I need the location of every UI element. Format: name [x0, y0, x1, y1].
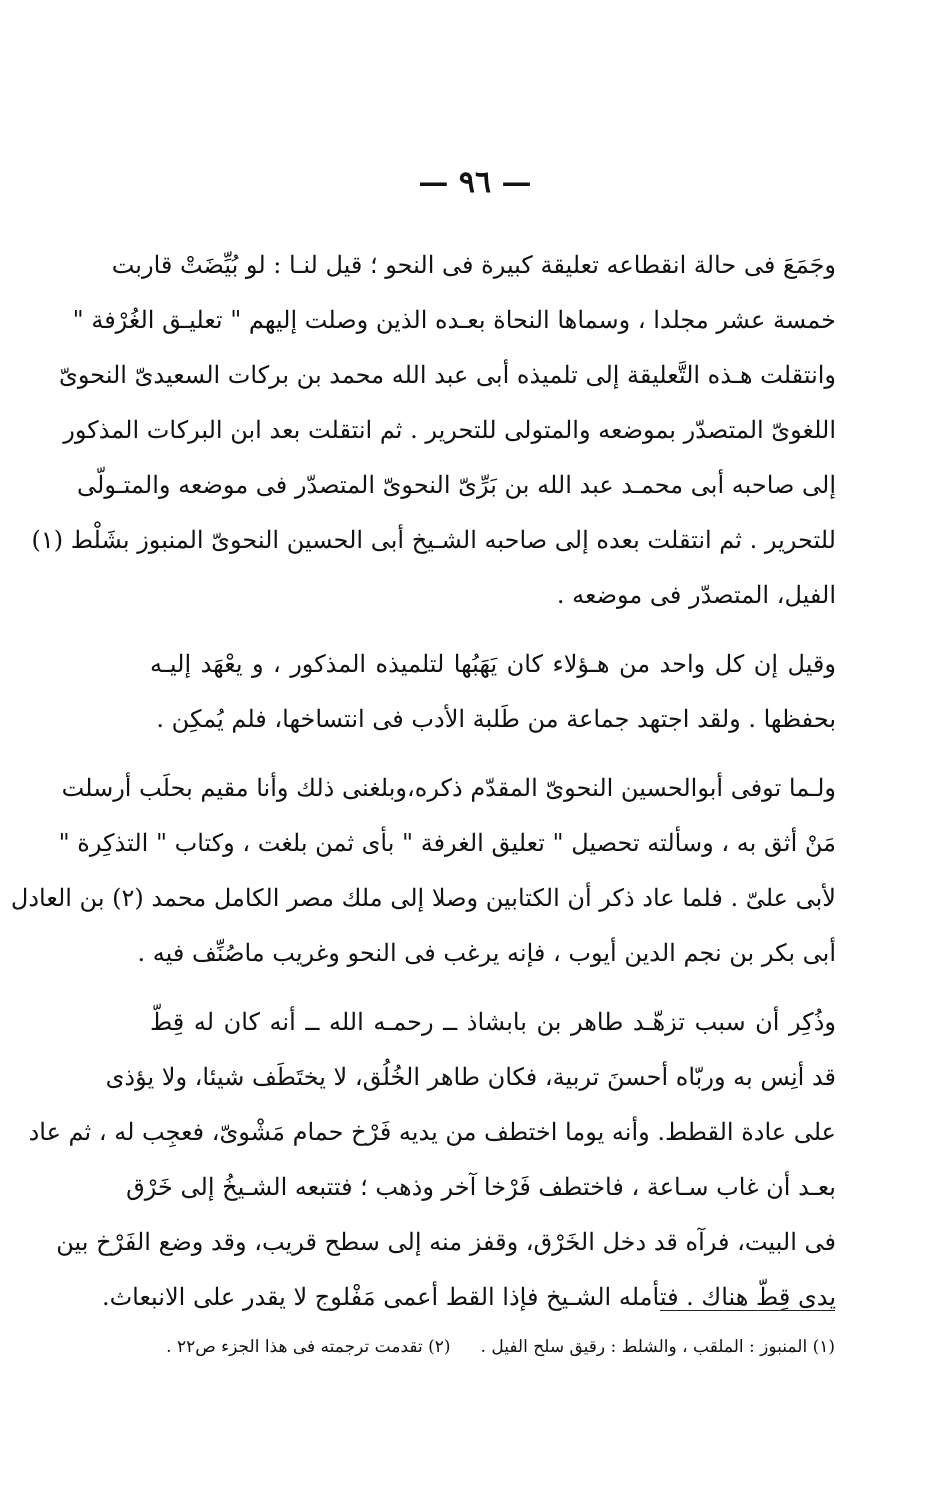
footnote-divider: [660, 1310, 835, 1311]
text-line: وقيل إن كل واحد من هـؤلاء كان يَهَبُها لتلميذه المذكور ، و يعْهَد إليـه: [150, 650, 836, 678]
text-line: وذُكِر أن سبب تزهّـد طاهر بن بابشاذ ــ رحمـه الله ــ أنه كان له قِطّ: [150, 1008, 836, 1036]
text-line: أبى بكر بن نجم الدين أيوب ، فإنه يرغب فى النحو وغريب ماصُنِّف فيه .: [137, 939, 836, 967]
text-line: يدى قِطّ هناك . فتأمله الشـيخ فإذا القط أعمى مَفْلوج لا يقدر على الانبعاث.: [101, 1283, 836, 1311]
text-line: اللغوىّ المتصدّر بموضعه والمتولى للتحرير . ثم انتقلت بعد ابن البركات المذكور: [63, 416, 836, 444]
text-line: ولـما توفى أبوالحسين النحوىّ المقدّم ذكره،وبلغنى ذلك وأنا مقيم بحلَب أرسلت: [61, 774, 836, 802]
text-line: على عادة القطط. وأنه يوما اختطف من يديه فَرْخ حمام مَشْوىّ، فعجِب له ، ثم عاد: [28, 1118, 836, 1146]
paragraph: [10, 761, 836, 981]
text-line: قد أنِس به وربّاه أحسنَ تربية، فكان طاهر الخُلُق، لا يختَطَف شيئا، ولا يؤذى: [105, 1063, 836, 1091]
text-line: الفيل، المتصدّر فى موضعه .: [556, 581, 836, 609]
paragraph-gap: [150, 981, 836, 995]
paragraph-gap: [150, 747, 836, 761]
footnotes: [115, 1334, 835, 1360]
body-text: [10, 238, 836, 1325]
text-line: فى البيت، فرآه قد دخل الخَرْق، وقفز منه إلى سطح قريب، وقد وضع الفَرْخ بين: [56, 1228, 836, 1256]
text-line: لأبى علىّ . فلما عاد ذكر أن الكتابين وصلا إلى ملك مصر الكامل محمد (٢) بن العادل: [10, 884, 836, 912]
text-line: مَنْ أثق به ، وسألته تحصيل " تعليق الغرفة " بأى ثمن بلغت ، وكتاب " التذكِرة ": [58, 829, 836, 857]
paragraph-gap: [150, 623, 836, 637]
footnote: (٢) تقدمت ترجمته فى هذا الجزء ص٢٢ .: [166, 1337, 451, 1357]
text-line: للتحرير . ثم انتقلت بعده إلى صاحبه الشـيخ أبى الحسين النحوىّ المنبوز بشَلْط (١): [31, 526, 836, 554]
text-line: وجَمَعَ فى حالة انقطاعه تعليقة كبيرة فى النحو ؛ قيل لنـا : لو بُيِّضَتْ قاربت: [111, 251, 836, 279]
paragraph: [150, 637, 836, 747]
text-line: وانتقلت هـذه التَّعليقة إلى تلميذه أبى عبد الله محمد بن بركات السعيدىّ النحوىّ: [59, 361, 836, 389]
text-line: بحفظها . ولقد اجتهد جماعة من طَلبة الأدب فى انتساخها، فلم يُمكِن .: [156, 705, 836, 733]
text-line: خمسة عشر مجلدا ، وسماها النحاة بعـده الذين وصلت إليهم " تعليـق الغُرْفة ": [72, 306, 836, 334]
paragraph: [31, 238, 836, 623]
paragraph: [28, 995, 836, 1325]
text-line: بعـد أن غاب سـاعة ، فاختطف فَرْخا آخر وذهب ؛ فتتبعه الشـيخُ إلى خَرْق: [126, 1173, 836, 1201]
footnote: (١) المنبوز : الملقب ، والشلط : رقيق سلح الفيل .: [480, 1337, 835, 1357]
text-line: إلى صاحبه أبى محمـد عبد الله بن بَرِّىّ النحوىّ المتصدّر فى موضعه والمتـولّى: [77, 471, 836, 499]
page-number: — ٩٦ —: [418, 165, 532, 200]
